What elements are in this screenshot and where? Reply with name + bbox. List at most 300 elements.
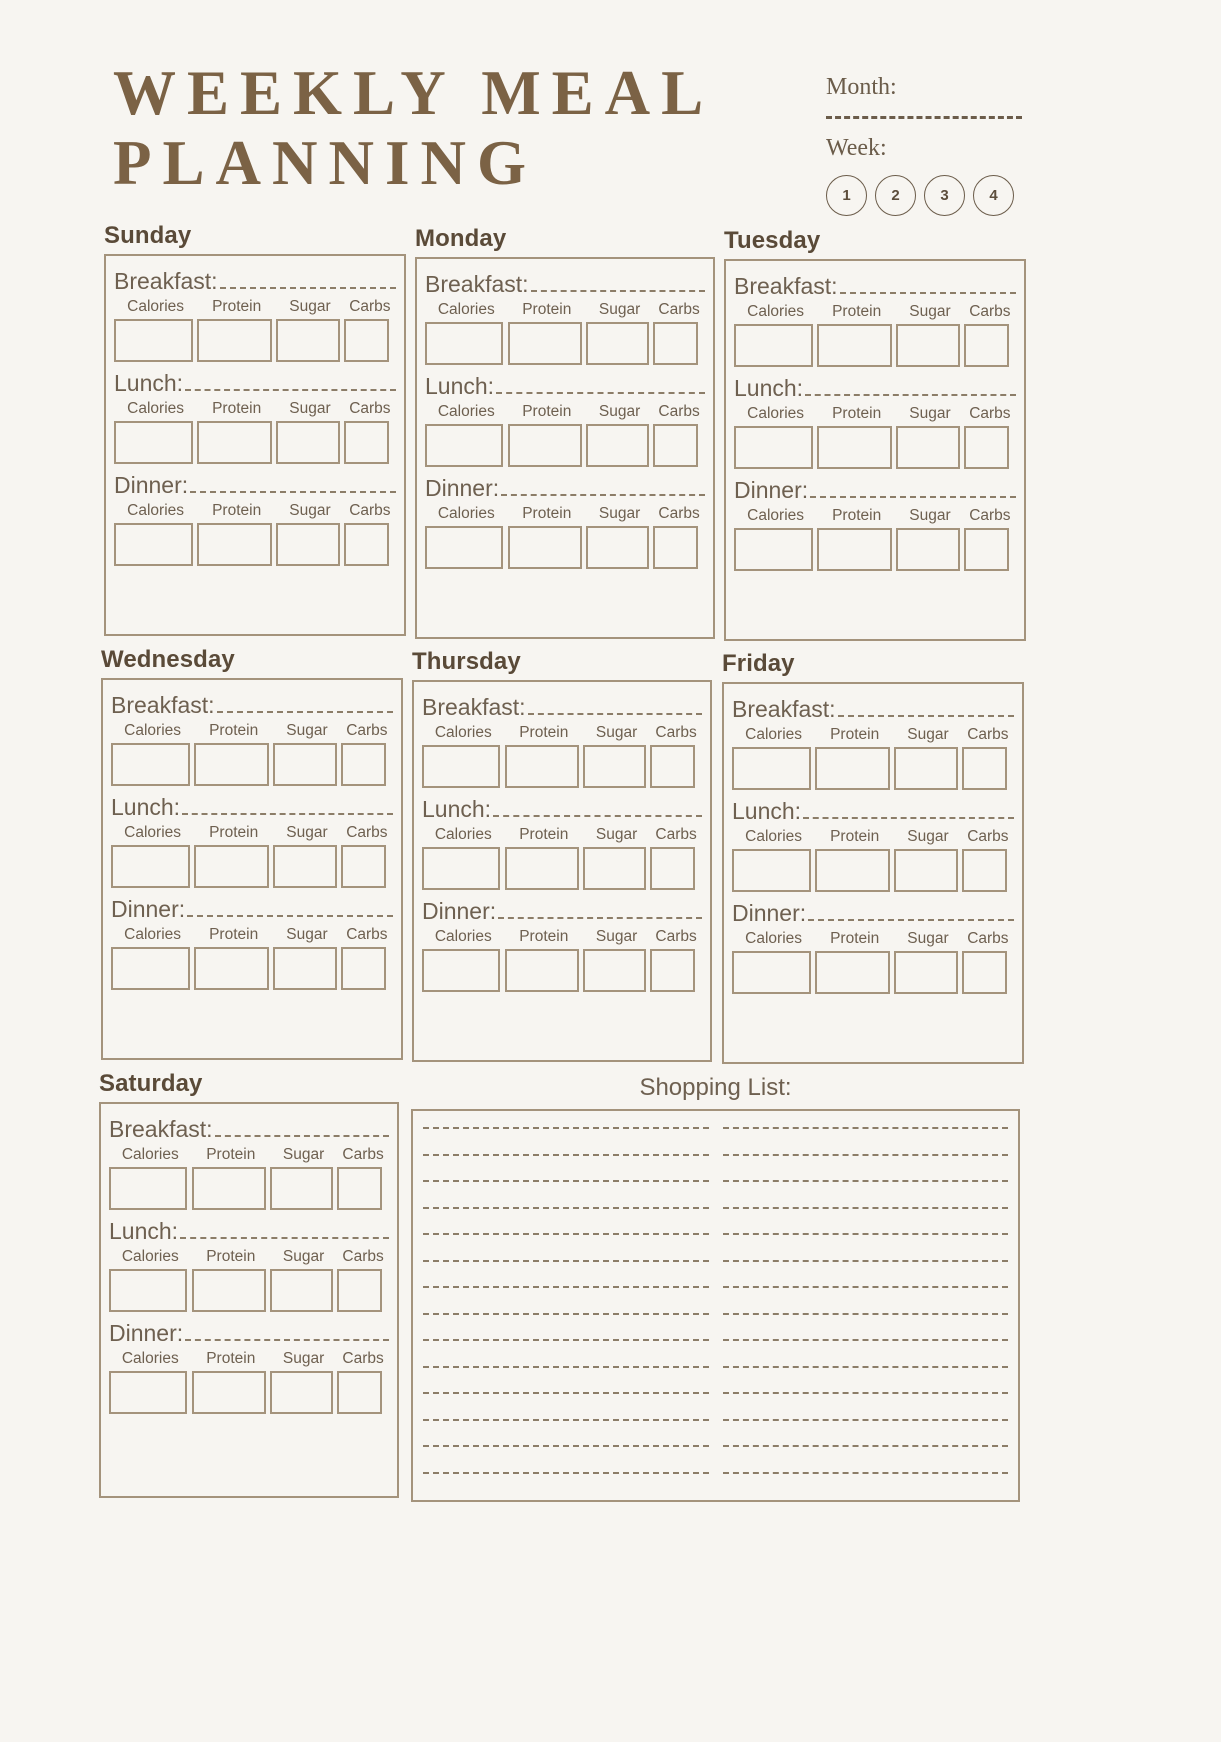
shopping-list-line[interactable] [723, 1127, 1009, 1129]
meal-name-input-line[interactable] [810, 496, 1016, 498]
nutrient-input-protein[interactable] [505, 745, 579, 788]
shopping-list-line[interactable] [723, 1286, 1009, 1288]
nutrient-labels [734, 302, 1016, 321]
nutrient-input-boxes [732, 849, 1014, 892]
nutrient-input-protein[interactable] [817, 324, 892, 367]
meal-name-input-line[interactable] [496, 392, 705, 394]
meal-label-dinner: Dinner: [111, 896, 186, 922]
nutrient-label: Sugar [286, 722, 328, 739]
nutrient-label: Sugar [289, 400, 331, 417]
nutrient-input-carbs[interactable] [962, 747, 1007, 790]
nutrient-input-boxes [422, 745, 702, 788]
meal-name-input-line[interactable] [190, 491, 396, 493]
nutrient-label: Carbs [349, 502, 391, 519]
nutrient-input-sugar[interactable] [276, 421, 339, 464]
meal-heading [109, 1110, 389, 1142]
nutrient-labels [111, 925, 393, 944]
meal-name-input-line[interactable] [215, 1135, 389, 1137]
day-card [412, 680, 712, 1062]
meal-label-dinner: Dinner: [425, 475, 500, 501]
day-card [415, 257, 715, 639]
nutrient-input-boxes [734, 528, 1016, 571]
nutrient-input-protein[interactable] [192, 1167, 266, 1210]
meal-label-lunch: Lunch: [732, 798, 802, 824]
week-option-3[interactable]: 3 [924, 175, 965, 216]
meal-label-dinner: Dinner: [109, 1320, 184, 1346]
meal-label-lunch: Lunch: [422, 796, 492, 822]
nutrient-label: Sugar [598, 301, 641, 318]
nutrient-input-protein[interactable] [194, 743, 269, 786]
nutrient-label: Sugar [907, 726, 949, 743]
meal-section-dinner [422, 892, 702, 992]
shopping-list-line[interactable] [423, 1313, 709, 1315]
nutrient-input-sugar[interactable] [583, 949, 646, 992]
nutrient-label: Calories [124, 722, 182, 739]
nutrient-input-protein[interactable] [197, 523, 272, 566]
nutrient-input-calories[interactable] [734, 426, 813, 469]
shopping-list-line[interactable] [723, 1260, 1009, 1262]
meal-heading [114, 262, 396, 294]
meal-name-input-line[interactable] [493, 815, 702, 817]
nutrient-input-carbs[interactable] [650, 847, 695, 890]
month-label: Month: [826, 74, 897, 100]
nutrient-input-protein[interactable] [192, 1269, 266, 1312]
nutrient-input-calories[interactable] [734, 324, 813, 367]
shopping-list-line[interactable] [723, 1392, 1009, 1394]
nutrient-input-sugar[interactable] [276, 523, 339, 566]
nutrient-input-carbs[interactable] [964, 324, 1009, 367]
nutrient-label: Carbs [346, 926, 388, 943]
meal-section-breakfast [114, 262, 396, 362]
meal-name-input-line[interactable] [531, 290, 705, 292]
meal-name-input-line[interactable] [805, 394, 1016, 396]
page-title [113, 58, 714, 198]
nutrient-label: Carbs [967, 828, 1009, 845]
nutrient-labels [732, 827, 1014, 846]
shopping-list-line[interactable] [423, 1260, 709, 1262]
nutrient-input-sugar[interactable] [586, 424, 649, 467]
nutrient-label: Protein [206, 1350, 256, 1367]
nutrient-input-boxes [422, 847, 702, 890]
nutrient-input-calories[interactable] [425, 526, 503, 569]
day-name-tuesday: Tuesday [724, 227, 821, 254]
shopping-list-line[interactable] [423, 1339, 709, 1341]
nutrient-input-sugar[interactable] [276, 319, 339, 362]
nutrient-input-carbs[interactable] [650, 745, 695, 788]
week-option-1[interactable]: 1 [826, 175, 867, 216]
shopping-list-line[interactable] [423, 1127, 709, 1129]
meal-section-lunch [111, 788, 393, 888]
nutrient-input-calories[interactable] [111, 743, 190, 786]
nutrient-input-carbs[interactable] [344, 319, 389, 362]
nutrient-input-protein[interactable] [817, 426, 892, 469]
meal-label-dinner: Dinner: [422, 898, 497, 924]
meal-name-input-line[interactable] [498, 917, 702, 919]
day-card [104, 254, 406, 636]
month-input-line[interactable] [826, 116, 1022, 119]
nutrient-input-sugar[interactable] [894, 747, 957, 790]
nutrient-input-protein[interactable] [197, 421, 272, 464]
nutrient-label: Carbs [655, 928, 697, 945]
nutrient-input-sugar[interactable] [896, 426, 959, 469]
meal-label-breakfast: Breakfast: [734, 273, 838, 299]
nutrient-input-carbs[interactable] [964, 528, 1009, 571]
meal-label-lunch: Lunch: [425, 373, 495, 399]
nutrient-input-carbs[interactable] [337, 1167, 382, 1210]
meal-heading [114, 364, 396, 396]
nutrient-input-protein[interactable] [817, 528, 892, 571]
nutrient-input-carbs[interactable] [341, 845, 386, 888]
meal-heading [111, 686, 393, 718]
nutrient-label: Sugar [598, 403, 641, 420]
meal-name-input-line[interactable] [501, 494, 705, 496]
meal-heading [425, 469, 705, 501]
nutrient-label: Calories [437, 505, 495, 522]
nutrient-label: Calories [437, 403, 495, 420]
nutrient-labels [114, 399, 396, 418]
nutrient-input-boxes [109, 1269, 389, 1312]
nutrient-label: Carbs [346, 824, 388, 841]
meal-name-input-line[interactable] [803, 817, 1014, 819]
meal-heading [422, 688, 702, 720]
nutrient-label: Sugar [595, 724, 638, 741]
nutrient-label: Sugar [282, 1248, 325, 1265]
nutrient-input-boxes [109, 1167, 389, 1210]
shopping-list-box[interactable] [411, 1109, 1020, 1502]
nutrient-label: Protein [522, 301, 572, 318]
nutrient-input-calories[interactable] [111, 947, 190, 990]
nutrient-label: Sugar [282, 1350, 325, 1367]
shopping-list-line[interactable] [423, 1154, 709, 1156]
nutrient-label: Protein [209, 926, 259, 943]
nutrient-input-sugar[interactable] [894, 951, 957, 994]
nutrient-label: Protein [519, 826, 569, 843]
nutrient-label: Calories [434, 724, 492, 741]
meal-name-input-line[interactable] [187, 915, 393, 917]
nutrient-input-calories[interactable] [734, 528, 813, 571]
nutrient-label: Protein [209, 722, 259, 739]
nutrient-input-boxes [734, 324, 1016, 367]
nutrient-label: Protein [212, 502, 262, 519]
shopping-list-line[interactable] [723, 1233, 1009, 1235]
nutrient-label: Protein [212, 400, 262, 417]
nutrient-input-carbs[interactable] [653, 424, 698, 467]
nutrient-label: Carbs [969, 507, 1011, 524]
nutrient-label: Calories [437, 301, 495, 318]
day-name-wednesday: Wednesday [101, 646, 235, 673]
day-card [724, 259, 1026, 641]
nutrient-label: Protein [832, 507, 882, 524]
nutrient-input-protein[interactable] [508, 424, 582, 467]
shopping-list-line[interactable] [423, 1233, 709, 1235]
nutrient-label: Sugar [595, 826, 638, 843]
nutrient-input-sugar[interactable] [270, 1371, 333, 1414]
nutrient-label: Carbs [658, 505, 700, 522]
nutrient-label: Protein [522, 505, 572, 522]
nutrient-labels [425, 504, 705, 523]
nutrient-input-sugar[interactable] [273, 845, 336, 888]
nutrient-input-sugar[interactable] [583, 847, 646, 890]
nutrient-label: Calories [127, 502, 185, 519]
nutrient-input-calories[interactable] [109, 1269, 187, 1312]
day-card [101, 678, 403, 1060]
shopping-list-line[interactable] [423, 1392, 709, 1394]
nutrient-label: Carbs [967, 930, 1009, 947]
nutrient-input-carbs[interactable] [341, 743, 386, 786]
meal-section-lunch [732, 792, 1014, 892]
nutrient-input-boxes [114, 523, 396, 566]
meal-name-input-line[interactable] [217, 711, 393, 713]
nutrient-input-calories[interactable] [732, 951, 811, 994]
meal-section-dinner [425, 469, 705, 569]
meal-name-input-line[interactable] [182, 813, 393, 815]
nutrient-input-boxes [734, 426, 1016, 469]
nutrient-input-calories[interactable] [114, 319, 193, 362]
meal-heading [111, 890, 393, 922]
shopping-list-line[interactable] [723, 1154, 1009, 1156]
nutrient-input-carbs[interactable] [653, 322, 698, 365]
shopping-list-line[interactable] [423, 1445, 709, 1447]
nutrient-labels [114, 501, 396, 520]
nutrient-input-sugar[interactable] [270, 1269, 333, 1312]
nutrient-input-calories[interactable] [732, 849, 811, 892]
nutrient-input-protein[interactable] [815, 849, 890, 892]
nutrient-label: Sugar [909, 405, 951, 422]
nutrient-label: Protein [830, 726, 880, 743]
shopping-list-section [411, 1073, 1020, 1502]
nutrient-labels [114, 297, 396, 316]
nutrient-input-calories[interactable] [422, 745, 500, 788]
nutrient-labels [109, 1247, 389, 1266]
shopping-list-line[interactable] [423, 1419, 709, 1421]
nutrient-label: Calories [124, 926, 182, 943]
nutrient-input-calories[interactable] [732, 747, 811, 790]
nutrient-input-boxes [111, 743, 393, 786]
nutrient-input-calories[interactable] [422, 847, 500, 890]
day-name-sunday: Sunday [104, 222, 192, 249]
shopping-list-line[interactable] [723, 1339, 1009, 1341]
meal-heading [425, 367, 705, 399]
meal-label-lunch: Lunch: [734, 375, 804, 401]
nutrient-labels [422, 723, 702, 742]
nutrient-label: Carbs [342, 1350, 384, 1367]
shopping-list-line[interactable] [723, 1472, 1009, 1474]
nutrient-input-boxes [732, 951, 1014, 994]
meal-label-lunch: Lunch: [109, 1218, 179, 1244]
nutrient-input-calories[interactable] [114, 421, 193, 464]
nutrient-input-sugar[interactable] [583, 745, 646, 788]
shopping-list-line[interactable] [723, 1419, 1009, 1421]
meal-section-breakfast [111, 686, 393, 786]
nutrient-input-carbs[interactable] [344, 523, 389, 566]
shopping-list-column [723, 1127, 1009, 1492]
nutrient-input-protein[interactable] [508, 526, 582, 569]
meal-section-breakfast [422, 688, 702, 788]
nutrient-label: Carbs [655, 826, 697, 843]
nutrient-input-carbs[interactable] [962, 849, 1007, 892]
nutrient-input-carbs[interactable] [962, 951, 1007, 994]
shopping-list-line[interactable] [723, 1366, 1009, 1368]
nutrient-label: Calories [747, 507, 805, 524]
nutrient-labels [732, 929, 1014, 948]
day-card [99, 1102, 399, 1498]
meal-name-input-line[interactable] [220, 287, 396, 289]
nutrient-input-carbs[interactable] [653, 526, 698, 569]
meal-name-input-line[interactable] [180, 1237, 389, 1239]
header-fields [826, 72, 1066, 216]
nutrient-input-protein[interactable] [194, 947, 269, 990]
nutrient-input-boxes [422, 949, 702, 992]
nutrient-input-sugar[interactable] [273, 743, 336, 786]
nutrient-input-calories[interactable] [109, 1371, 187, 1414]
shopping-list-column [423, 1127, 709, 1492]
shopping-list-line[interactable] [423, 1472, 709, 1474]
page-header [0, 0, 1221, 232]
shopping-list-line[interactable] [723, 1180, 1009, 1182]
week-option-4[interactable]: 4 [973, 175, 1014, 216]
meal-heading [422, 790, 702, 822]
nutrient-input-protein[interactable] [192, 1371, 266, 1414]
meal-heading [114, 466, 396, 498]
day-column-tuesday [724, 227, 1026, 641]
meal-section-dinner [114, 466, 396, 566]
nutrient-input-calories[interactable] [109, 1167, 187, 1210]
meal-name-input-line[interactable] [185, 1339, 389, 1341]
shopping-list-line[interactable] [723, 1445, 1009, 1447]
nutrient-input-boxes [111, 947, 393, 990]
nutrient-input-sugar[interactable] [896, 324, 959, 367]
nutrient-label: Carbs [349, 400, 391, 417]
nutrient-input-boxes [114, 319, 396, 362]
nutrient-label: Sugar [909, 303, 951, 320]
nutrient-input-sugar[interactable] [896, 528, 959, 571]
week-option-2[interactable]: 2 [875, 175, 916, 216]
day-name-saturday: Saturday [99, 1070, 203, 1097]
meal-section-lunch [425, 367, 705, 467]
nutrient-input-boxes [109, 1371, 389, 1414]
meal-heading [734, 471, 1016, 503]
nutrient-label: Sugar [286, 926, 328, 943]
nutrient-label: Calories [127, 400, 185, 417]
meal-name-input-line[interactable] [838, 715, 1014, 717]
nutrient-input-protein[interactable] [505, 949, 579, 992]
day-name-friday: Friday [722, 650, 795, 677]
nutrient-label: Protein [206, 1146, 256, 1163]
nutrient-label: Calories [745, 828, 803, 845]
nutrient-labels [732, 725, 1014, 744]
meal-label-dinner: Dinner: [734, 477, 809, 503]
nutrient-labels [425, 402, 705, 421]
nutrient-input-calories[interactable] [111, 845, 190, 888]
meal-section-dinner [734, 471, 1016, 571]
nutrient-input-boxes [111, 845, 393, 888]
nutrient-input-carbs[interactable] [964, 426, 1009, 469]
meal-name-input-line[interactable] [528, 713, 702, 715]
nutrient-label: Sugar [289, 502, 331, 519]
day-name-monday: Monday [415, 225, 507, 252]
day-column-wednesday [101, 646, 403, 1060]
nutrient-input-calories[interactable] [422, 949, 500, 992]
meal-label-breakfast: Breakfast: [114, 268, 218, 294]
nutrient-label: Protein [519, 724, 569, 741]
shopping-list-line[interactable] [423, 1180, 709, 1182]
nutrient-label: Protein [522, 403, 572, 420]
meal-name-input-line[interactable] [185, 389, 396, 391]
nutrient-labels [422, 927, 702, 946]
nutrient-input-sugar[interactable] [273, 947, 336, 990]
nutrient-input-carbs[interactable] [337, 1371, 382, 1414]
nutrient-input-carbs[interactable] [650, 949, 695, 992]
meal-heading [422, 892, 702, 924]
nutrient-input-protein[interactable] [508, 322, 582, 365]
nutrient-input-protein[interactable] [197, 319, 272, 362]
nutrient-input-carbs[interactable] [337, 1269, 382, 1312]
nutrient-label: Sugar [907, 930, 949, 947]
nutrient-label: Protein [832, 303, 882, 320]
nutrient-label: Calories [747, 303, 805, 320]
nutrient-input-sugar[interactable] [586, 322, 649, 365]
nutrient-label: Protein [830, 930, 880, 947]
nutrient-input-sugar[interactable] [586, 526, 649, 569]
nutrient-input-carbs[interactable] [344, 421, 389, 464]
nutrient-label: Calories [434, 928, 492, 945]
meal-name-input-line[interactable] [808, 919, 1014, 921]
meal-section-dinner [732, 894, 1014, 994]
nutrient-labels [111, 823, 393, 842]
nutrient-labels [734, 404, 1016, 423]
meal-section-dinner [111, 890, 393, 990]
nutrient-input-calories[interactable] [425, 322, 503, 365]
nutrient-input-sugar[interactable] [894, 849, 957, 892]
nutrient-labels [109, 1145, 389, 1164]
nutrient-input-protein[interactable] [815, 951, 890, 994]
nutrient-label: Carbs [969, 303, 1011, 320]
shopping-list-line[interactable] [723, 1207, 1009, 1209]
shopping-list-line[interactable] [423, 1207, 709, 1209]
nutrient-input-protein[interactable] [194, 845, 269, 888]
nutrient-label: Protein [830, 828, 880, 845]
nutrient-label: Protein [832, 405, 882, 422]
day-column-monday [415, 225, 715, 639]
nutrient-input-carbs[interactable] [341, 947, 386, 990]
meal-name-input-line[interactable] [840, 292, 1016, 294]
meal-section-lunch [422, 790, 702, 890]
meal-section-breakfast [734, 267, 1016, 367]
shopping-list-line[interactable] [423, 1286, 709, 1288]
shopping-list-line[interactable] [423, 1366, 709, 1368]
nutrient-input-calories[interactable] [114, 523, 193, 566]
nutrient-label: Calories [124, 824, 182, 841]
nutrient-input-sugar[interactable] [270, 1167, 333, 1210]
nutrient-label: Calories [745, 726, 803, 743]
meal-heading [732, 894, 1014, 926]
day-name-thursday: Thursday [412, 648, 521, 675]
nutrient-input-protein[interactable] [505, 847, 579, 890]
title-line-2: PLANNING [113, 128, 538, 198]
meal-section-breakfast [425, 265, 705, 365]
nutrient-label: Carbs [349, 298, 391, 315]
nutrient-label: Carbs [655, 724, 697, 741]
shopping-list-line[interactable] [723, 1313, 1009, 1315]
meal-label-breakfast: Breakfast: [732, 696, 836, 722]
nutrient-input-calories[interactable] [425, 424, 503, 467]
nutrient-label: Calories [121, 1146, 179, 1163]
nutrient-label: Sugar [907, 828, 949, 845]
meal-section-lunch [734, 369, 1016, 469]
meal-section-breakfast [732, 690, 1014, 790]
nutrient-input-protein[interactable] [815, 747, 890, 790]
day-column-sunday [104, 222, 406, 636]
